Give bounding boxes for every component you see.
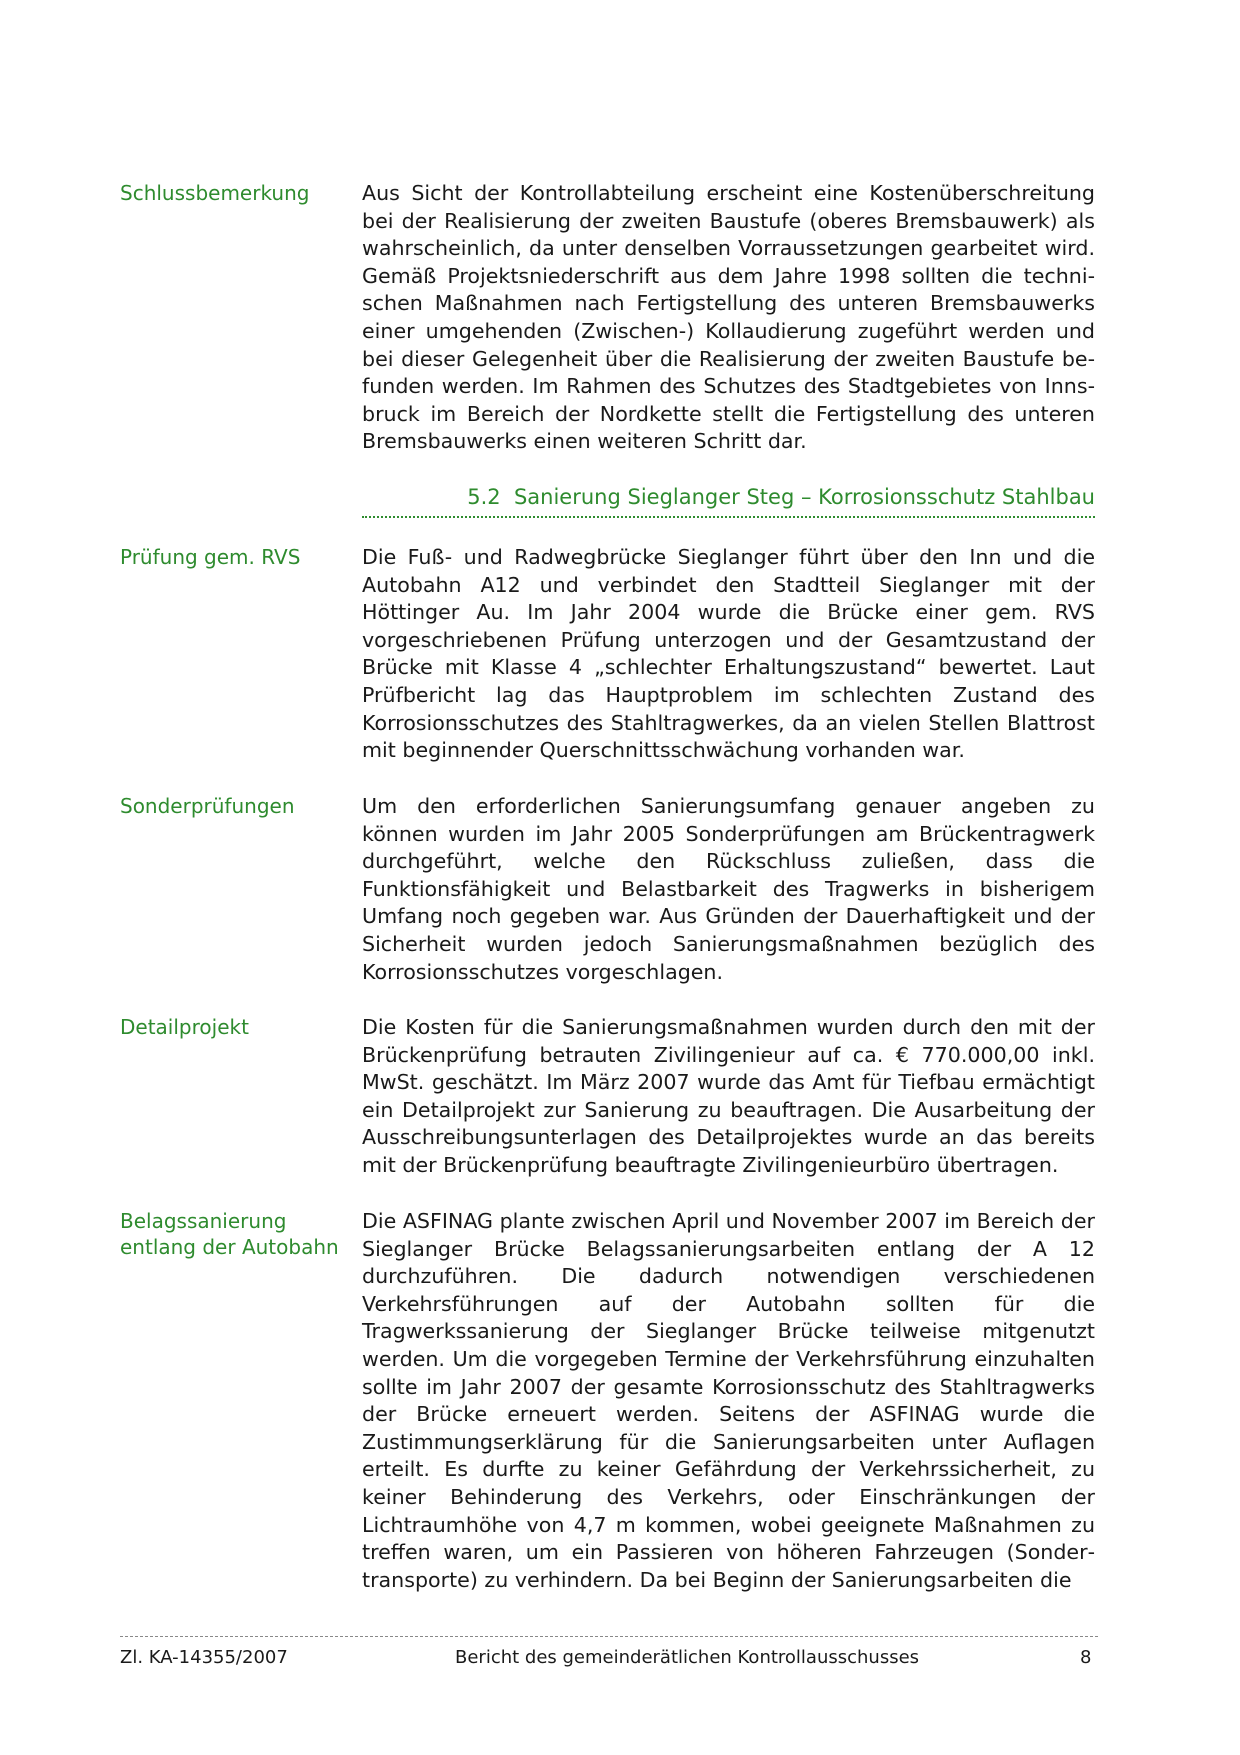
footer-title: Bericht des gemeinderätlichen Kontrollausschusses bbox=[455, 1647, 920, 1668]
section-number: 5.2 bbox=[467, 485, 501, 509]
side-label: Belagssanierung entlang der Autobahn bbox=[120, 1209, 339, 1259]
footer-divider bbox=[120, 1636, 1098, 1637]
page-number: 8 bbox=[1080, 1647, 1092, 1668]
heading-divider bbox=[362, 516, 1095, 518]
side-label: Detailprojekt bbox=[120, 1015, 249, 1039]
side-label: Schlussbemerkung bbox=[120, 181, 310, 205]
paragraph: Aus Sicht der Kontrollabteilung erscheint eine Kostenüberschreitung bei der Realisierung der zweiten Baustufe (oberes Bremsbauwerk) als wahrscheinlich, da unter denselben Vorraussetzungen gearbeitet wird. Gemäß Projektsniederschrift aus dem Jahre 1998 sollten die technischen Maßnahmen nach Fertigstellung des unteren Bremsbauwerks einer umgehenden (Zwischen-) Kollaudierung zugeführt werden und bei dieser Gelegenheit über die Realisierung der zweiten Baustufe befunden werden. Im Rahmen des Schutzes des Stadtgebietes von Innsbruck im Bereich der Nordkette stellt die Fertigstellung des unteren Bremsbauwerks einen weiteren Schritt dar. bbox=[362, 181, 1095, 454]
paragraph: Die Kosten für die Sanierungsmaßnahmen wurden durch den mit der Brückenprüfung betrauten Zivilingenieur auf ca. € 770.000,00 inkl. MwSt. geschätzt. Im März 2007 wurde das Amt für Tiefbau ermächtigt ein Detailprojekt zur Sanierung zu beauftragen. Die Ausarbeitung der Ausschreibungsunterlagen des Detailprojektes wurde an das bereits mit der Brückenprüfung beauftragte Zivilingenieurbüro übertragen. bbox=[362, 1015, 1095, 1177]
section-title: Sanierung Sieglanger Steg – Korrosionsschutz Stahlbau bbox=[513, 485, 1095, 509]
paragraph: Die ASFINAG plante zwischen April und November 2007 im Bereich der Sieglanger Brücke Belagssanierungsarbeiten entlang der A 12 durchzuführen. Die dadurch notwendigen verschiedenen Verkehrsführungen auf der Autobahn sollten für die Tragwerkssanierung der Sieglanger Brücke teilweise mitgenutzt werden. Um die vorgegeben Termine der Verkehrsführung einzuhalten sollte im Jahr 2007 der gesamte Korrosionsschutz des Stahltragwerks der Brücke erneuert werden. Seitens der ASFINAG wurde die Zustimmungserklärung für die Sanierungsarbeiten unter Auflagen erteilt. Es durfte zu keiner Gefährdung der Verkehrssicherheit, zu keiner Behinderung des Verkehrs, oder Einschränkungen der Lichtraumhöhe von 4,7 m kommen, wobei geeignete Maßnahmen zu treffen waren, um ein Passieren von höheren Fahrzeugen (Sondertransporte) zu verhindern. Da bei Beginn der Sanierungsarbeiten die bbox=[362, 1209, 1095, 1592]
paragraph: Um den erforderlichen Sanierungsumfang genauer angeben zu können wurden im Jahr 2005 Sonderprüfungen am Brückentragwerk durchgeführt, welche den Rückschluss zuließen, dass die Funktionsfähigkeit und Belastbarkeit des Tragwerks in bisherigem Umfang noch gegeben war. Aus Gründen der Dauerhaftigkeit und der Sicherheit wurden jedoch Sanierungsmaßnahmen bezüglich des Korrosionsschutzes vorgeschlagen. bbox=[362, 794, 1095, 984]
side-label: Prüfung gem. RVS bbox=[120, 545, 301, 569]
paragraph: Die Fuß- und Radwegbrücke Sieglanger führt über den Inn und die Autobahn A12 und verbindet den Stadtteil Sieglanger mit der Höttinger Au. Im Jahr 2004 wurde die Brücke einer gem. RVS vorgeschriebenen Prüfung unterzogen und der Gesamtzustand der Brücke mit Klasse 4 „schlechter Erhaltungszustand“ bewertet. Laut Prüfbericht lag das Hauptproblem im schlechten Zustand des Korrosionsschutzes des Stahltragwerkes, da an vielen Stellen Blattrost mit beginnender Querschnittsschwächung vorhanden war. bbox=[362, 545, 1095, 763]
section-heading bbox=[362, 483, 1095, 511]
side-label: Sonderprüfungen bbox=[120, 794, 295, 818]
footer-reference: Zl. KA-14355/2007 bbox=[120, 1647, 288, 1668]
